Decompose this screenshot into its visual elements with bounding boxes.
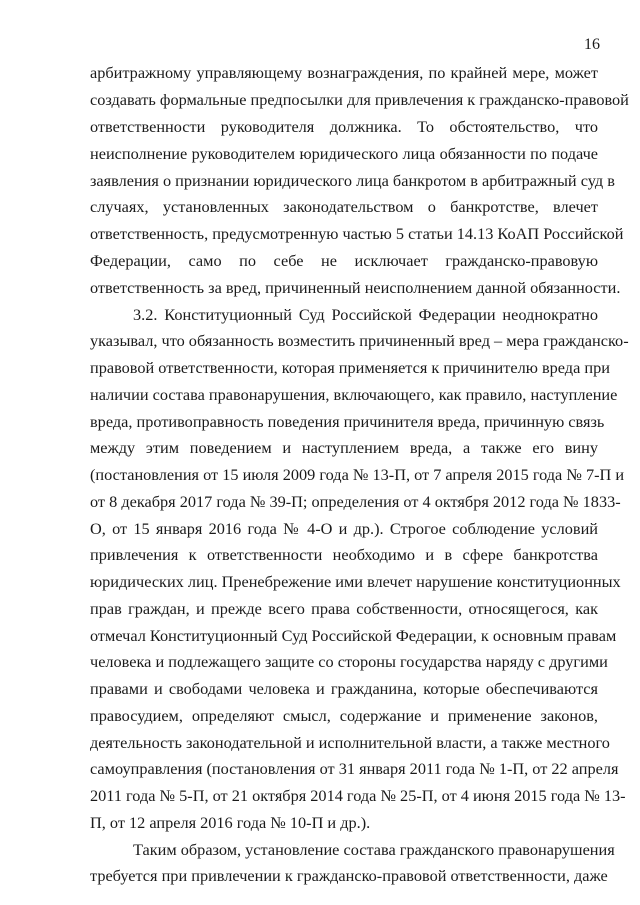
- text-line: правосудием, определяют смысл, содержание и применение законов,: [90, 706, 598, 725]
- text-line: Таким образом, установление состава гражданского правонарушения: [133, 840, 615, 859]
- text-line: ответственность, предусмотренную частью 5 статьи 14.13 КоАП Российской: [90, 224, 624, 243]
- text-line: самоуправления (постановления от 31 января 2011 года № 1-П, от 22 апреля: [90, 759, 619, 778]
- text-line: прав граждан, и прежде всего права собственности, относящегося, как: [90, 599, 598, 618]
- text-line: правами и свободами человека и гражданина, которые обеспечиваются: [90, 679, 598, 698]
- text-line: ответственности руководителя должника. То обстоятельство, что: [90, 117, 598, 136]
- text-line: привлечения к ответственности необходимо и в сфере банкротства: [90, 545, 598, 564]
- text-line: заявления о признании юридического лица банкротом в арбитражный суд в: [90, 171, 615, 190]
- text-line: Федерации, само по себе не исключает гражданско-правовую: [90, 251, 598, 270]
- page-number: 16: [584, 36, 600, 53]
- text-line: арбитражному управляющему вознаграждения, по крайней мере, может: [90, 63, 598, 82]
- text-line: 3.2. Конституционный Суд Российской Федерации неоднократно: [133, 305, 598, 324]
- text-line: деятельность законодательной и исполнительной власти, а также местного: [90, 733, 610, 752]
- text-line: требуется при привлечении к гражданско-правовой ответственности, даже: [90, 866, 608, 885]
- text-line: отмечал Конституционный Суд Российской Федерации, к основным правам: [90, 626, 617, 645]
- text-line: вреда, противоправность поведения причинителя вреда, причинную связь: [90, 412, 605, 431]
- text-line: человека и подлежащего защите со стороны государства наряду с другими: [90, 652, 608, 671]
- text-line: 2011 года № 5-П, от 21 октября 2014 года № 25-П, от 4 июня 2015 года № 13-: [90, 786, 626, 805]
- text-line: неисполнение руководителем юридического лица обязанности по подаче: [90, 144, 598, 163]
- text-line: указывал, что обязанность возместить причиненный вред – мера гражданско-: [90, 331, 629, 350]
- text-line: наличии состава правонарушения, включающего, как правило, наступление: [90, 385, 618, 404]
- text-line: правовой ответственности, которая применяется к причинителю вреда при: [90, 358, 610, 377]
- text-line: П, от 12 апреля 2016 года № 10-П и др.).: [90, 813, 371, 832]
- text-line: от 8 декабря 2017 года № 39-П; определения от 4 октября 2012 года № 1833-: [90, 492, 621, 511]
- text-line: О, от 15 января 2016 года № 4-О и др.). Строгое соблюдение условий: [90, 519, 598, 538]
- text-line: случаях, установленных законодательством о банкротстве, влечет: [90, 197, 598, 216]
- text-line: создавать формальные предпосылки для привлечения к гражданско-правовой: [90, 90, 629, 109]
- text-line: юридических лиц. Пренебрежение ими влечет нарушение конституционных: [90, 572, 621, 591]
- text-line: между этим поведением и наступлением вреда, а также его вину: [90, 438, 598, 457]
- text-line: (постановления от 15 июля 2009 года № 13-П, от 7 апреля 2015 года № 7-П и: [90, 465, 625, 484]
- text-line: ответственность за вред, причиненный неисполнением данной обязанности.: [90, 278, 621, 297]
